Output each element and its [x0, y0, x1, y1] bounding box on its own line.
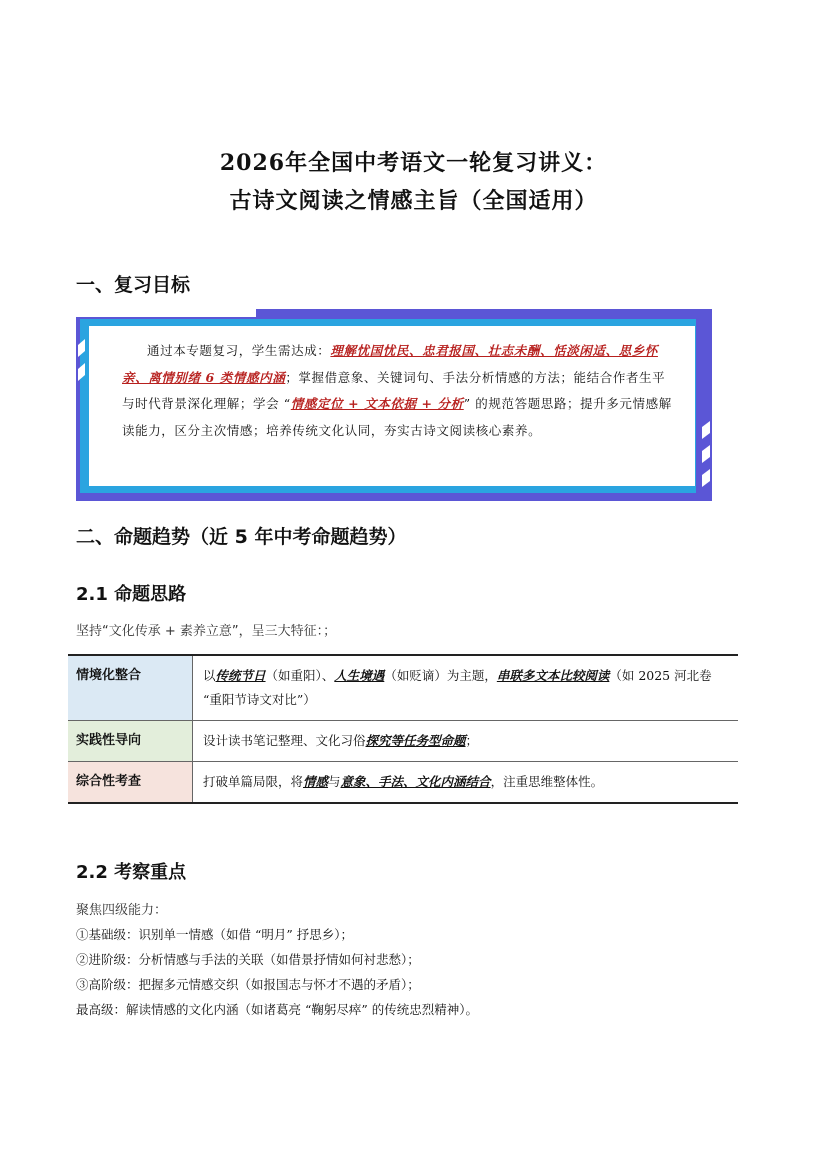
document-title — [0, 144, 827, 220]
list-item: ③高阶级：把握多元情感交织（如报国志与怀才不遇的矛盾）； — [76, 977, 420, 992]
goal-text-prefix: 通过本专题复习，学生需达成： — [147, 343, 331, 358]
goal-text-suffix: ” 的规范答题思路；提升多元情感解读能力，区分主次情感；培养传统文化认同，夯实古诗文阅读核心素养。 — [122, 396, 672, 438]
section-1-heading: 一、复习目标 — [76, 274, 191, 296]
section-2-heading: 二、命题趋势（近 5 年中考命题趋势） — [76, 526, 407, 548]
goal-emphasis-method: 情感定位 + 文本依据 + 分析 — [290, 396, 464, 411]
goal-emphasis-emotions: 理解忧国忧民、忠君报国、壮志未酬、恬淡闲适、思乡怀亲、离情别绪 6 类情感内涵 — [122, 343, 658, 385]
row-value: 设计读书笔记整理、文化习俗探究等任务型命题； — [193, 721, 739, 762]
row-key: 实践性导向 — [68, 721, 193, 762]
list-item: ①基础级：识别单一情感（如借 “明月” 抒思乡）； — [76, 927, 353, 942]
list-item: 最高级：解读情感的文化内涵（如诸葛亮 “鞠躬尽瘁” 的传统忠烈精神）。 — [76, 1002, 478, 1017]
row-key: 情境化整合 — [68, 655, 193, 721]
row-value: 以传统节日（如重阳）、人生境遇（如贬谪）为主题，串联多文本比较阅读（如 2025 河北卷 “重阳节诗文对比”） — [193, 655, 739, 721]
goal-paragraph — [122, 338, 677, 444]
title-line-1: 2026年全国中考语文一轮复习讲义： — [219, 150, 608, 176]
ability-list — [76, 922, 478, 1022]
table-row — [68, 721, 738, 762]
row-value: 打破单篇局限，将情感与意象、手法、文化内涵结合，注重思维整体性。 — [193, 762, 739, 804]
title-line-2: 古诗文阅读之情感主旨（全国适用） — [229, 188, 598, 214]
subsection-2-2-heading: 2.2 考察重点 — [76, 862, 187, 883]
table-row — [68, 762, 738, 804]
goal-text-mid: ；掌握借意象、关键词句、手法分析情感的方法；能结合作者生平与时代背景深化理解；学会 “ — [122, 369, 666, 411]
list-item: ②进阶级：分析情感与手法的关联（如借景抒情如何衬悲愁）； — [76, 952, 420, 967]
table-row — [68, 655, 738, 721]
trend-table — [68, 654, 738, 804]
subsection-2-1-intro: 坚持“文化传承 + 素养立意”，呈三大特征：； — [76, 624, 337, 639]
subsection-2-1-heading: 2.1 命题思路 — [76, 584, 187, 605]
row-key: 综合性考查 — [68, 762, 193, 804]
subsection-2-2-intro: 聚焦四级能力： — [76, 903, 168, 918]
